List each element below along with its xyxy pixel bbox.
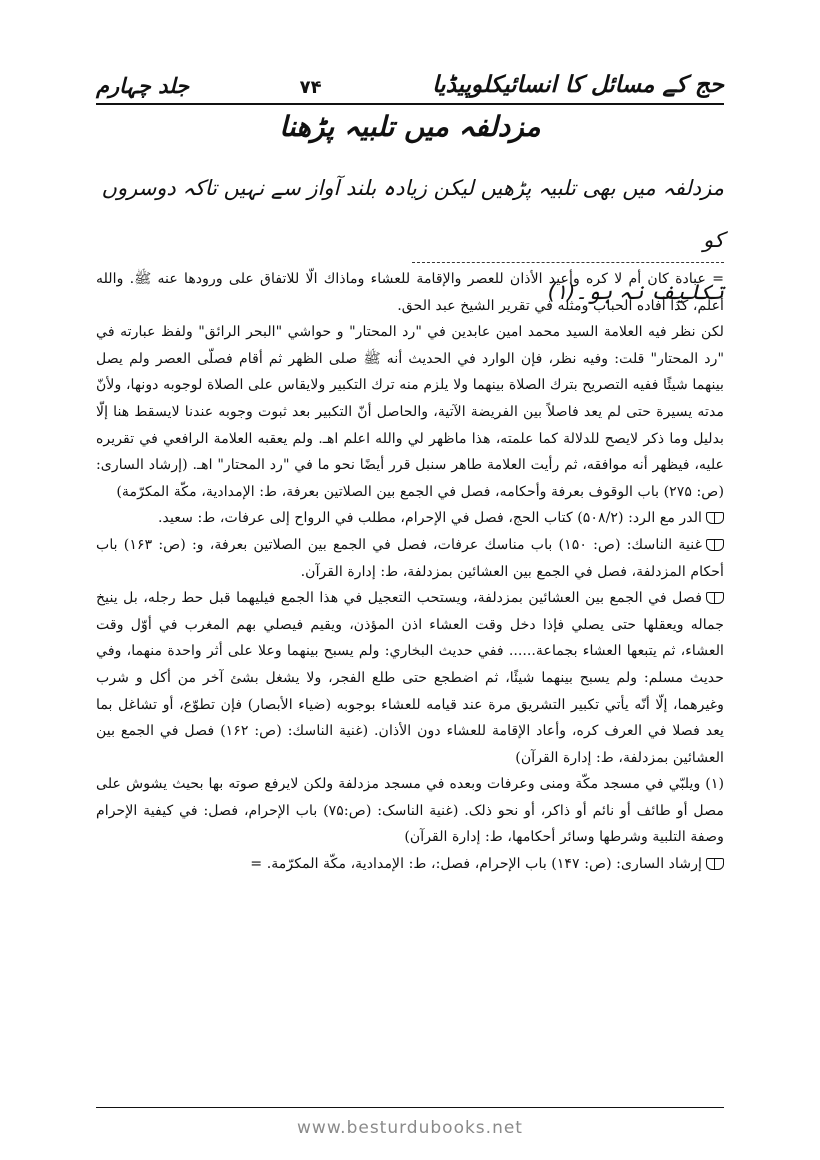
footnote-separator	[412, 262, 724, 263]
header-rule	[96, 103, 724, 105]
book-icon	[706, 592, 724, 604]
book-icon	[706, 539, 724, 551]
intro-line: مزدلفہ میں بھی تلبیہ پڑھیں لیکن زیادہ بلند آواز سے نہیں تاکہ دوسروں کو	[101, 176, 724, 252]
footnote-reference	[96, 505, 724, 532]
footnote-reference-text: إرشاد السارى: (ص: ۱۴۷) باب الإحرام، فصل:، ط: الإمدادية، مكّة المكرّمة. =	[250, 856, 702, 873]
footnote-reference	[96, 851, 724, 878]
footnote-paragraph: لكن نظر فيه العلامة السيد محمد امين عابدين في "رد المحتار" و حواشي "البحر الرائق" ولفظ عبارته في "رد المحتار" قلت: وفيه نظر، فإن الوارد في الحديث أنه ﷺ صلى الظهر ثم أقام فصلّى العصر ولم يصل بينهما شيئًا ففيه التصريح بترك الصلاة بينهما ولا يلزم منه ترك التكبير ولايقاس على الصلاة لوجوبه دونها، ولأنّ مدته يسيرة حتى لم يعد فاصلاً بين الفريضة الآتية، والحاصل أنّ التكبير بعد ثبوت وجوبه عندنا لايسقط هنا إلّا بدليل وما ذكر لايصح للدلالة كما علمته، هذا ماظهر لي والله اعلم اهـ. ولم يعقبه العلامة الرافعي في تقريره عليه، فيظهر أنه موافقه، ثم رأيت العلامة طاهر سنبل قرر أيضًا نحو ما في "رد المحتار" اهـ. (إرشاد السارى: (ص: ۲۷۵) باب الوقوف بعرفة وأحكامه، فصل في الجمع بين الصلاتين بعرفة، ط: الإمدادية، مكّة المكرّمة)	[96, 324, 724, 500]
book-icon	[706, 512, 724, 524]
footnote-reference-text: الدر مع الرد: (۵۰۸/۲) كتاب الحج، فصل في الإحرام، مطلب في الرواح إلى عرفات، ط: سعيد.	[158, 510, 702, 527]
footnote-reference	[96, 585, 724, 771]
running-header	[96, 52, 724, 98]
footnote-1: (۱) ويلبّي في مسجد مكّة ومنى وعرفات وبعده في مسجد مزدلفة ولكن لايرفع صوته بها بحيث يشوش على مصل أو طائف أو نائم أو ذاكر، أو نحو ذلک. (غنية الناسک: (ص:۷۵) باب الإحرام، فصل: في كيفية الإحرام وصفة التلبية وشرطها وسائر أحكامها، ط: إدارة القرآن)	[96, 776, 724, 846]
footnote-reference-text: غنية الناسك: (ص: ۱۵۰) باب مناسك عرفات، فصل في الجمع بين الصلاتين بعرفة، و: (ص: ۱۶۳) باب أحكام المزدلفة، فصل في الجمع بين العشائين بمزدلفة، ط: إدارة القرآن.	[96, 536, 724, 580]
footer-rule	[96, 1107, 724, 1108]
page-number: ۷۴	[299, 77, 322, 98]
footnote-reference-text: فصل في الجمع بين العشائين بمزدلفة، ويستحب التعجيل في هذا الجمع فيليهما قبل حط رجله، بل ينيخ جماله ويعقلها حتى يصلي فإذا دخل وقت العشاء اذن المؤذن، ويقيم فيصلي بهم المغرب في أوّل وقت العشاء، ثم يتبعها العشاء بجماعة...... ففي حديث البخاري: ولم يسبح بينهما وعلا على أثر واحدة منهما، وفي حديث مسلم: ولم يسبح بينهما شيئًا، ثم اضطجع حتى طلع الفجر، ولا يشغل بشئ آخر من أكل و شرب وغيرهما، إلّا أنّه يأتي تكبير التشريق مرة عند قيامه للعشاء بوجوبه (ضياء الأبصار) فإن تطوّع، أو تشاغل بما يعد فصلا في العرف كره، وأعاد الإقامة للعشاء دون الأذان. (غنية الناسك: (ص: ۱۶۲) فصل في الجمع بين العشائين بمزدلفة، ط: إدارة القرآن)	[96, 590, 724, 766]
intro-line: تکلیف نہ ہو۔(۱)	[547, 280, 724, 304]
book-icon	[706, 858, 724, 870]
volume-label: جلد چہارم	[96, 74, 190, 98]
footnote-continued: = عبادة كان أم لا كره وأعيد الأذان للعصر والإقامة للعشاء وماذاك الّا للاتفاق على ورودها عنه ﷺ. والله أعلم، كذا أفاده الحباب ومثله في تقرير الشيخ عبد الحق.	[96, 271, 724, 314]
chapter-title: مزدلفہ میں تلبیہ پڑھنا	[279, 110, 541, 143]
book-title: حج کے مسائل کا انسائیکلوپیڈیا	[432, 72, 724, 98]
website-watermark: www.besturdubooks.net	[297, 1118, 523, 1138]
footnote-reference	[96, 532, 724, 585]
footnotes	[96, 266, 724, 878]
